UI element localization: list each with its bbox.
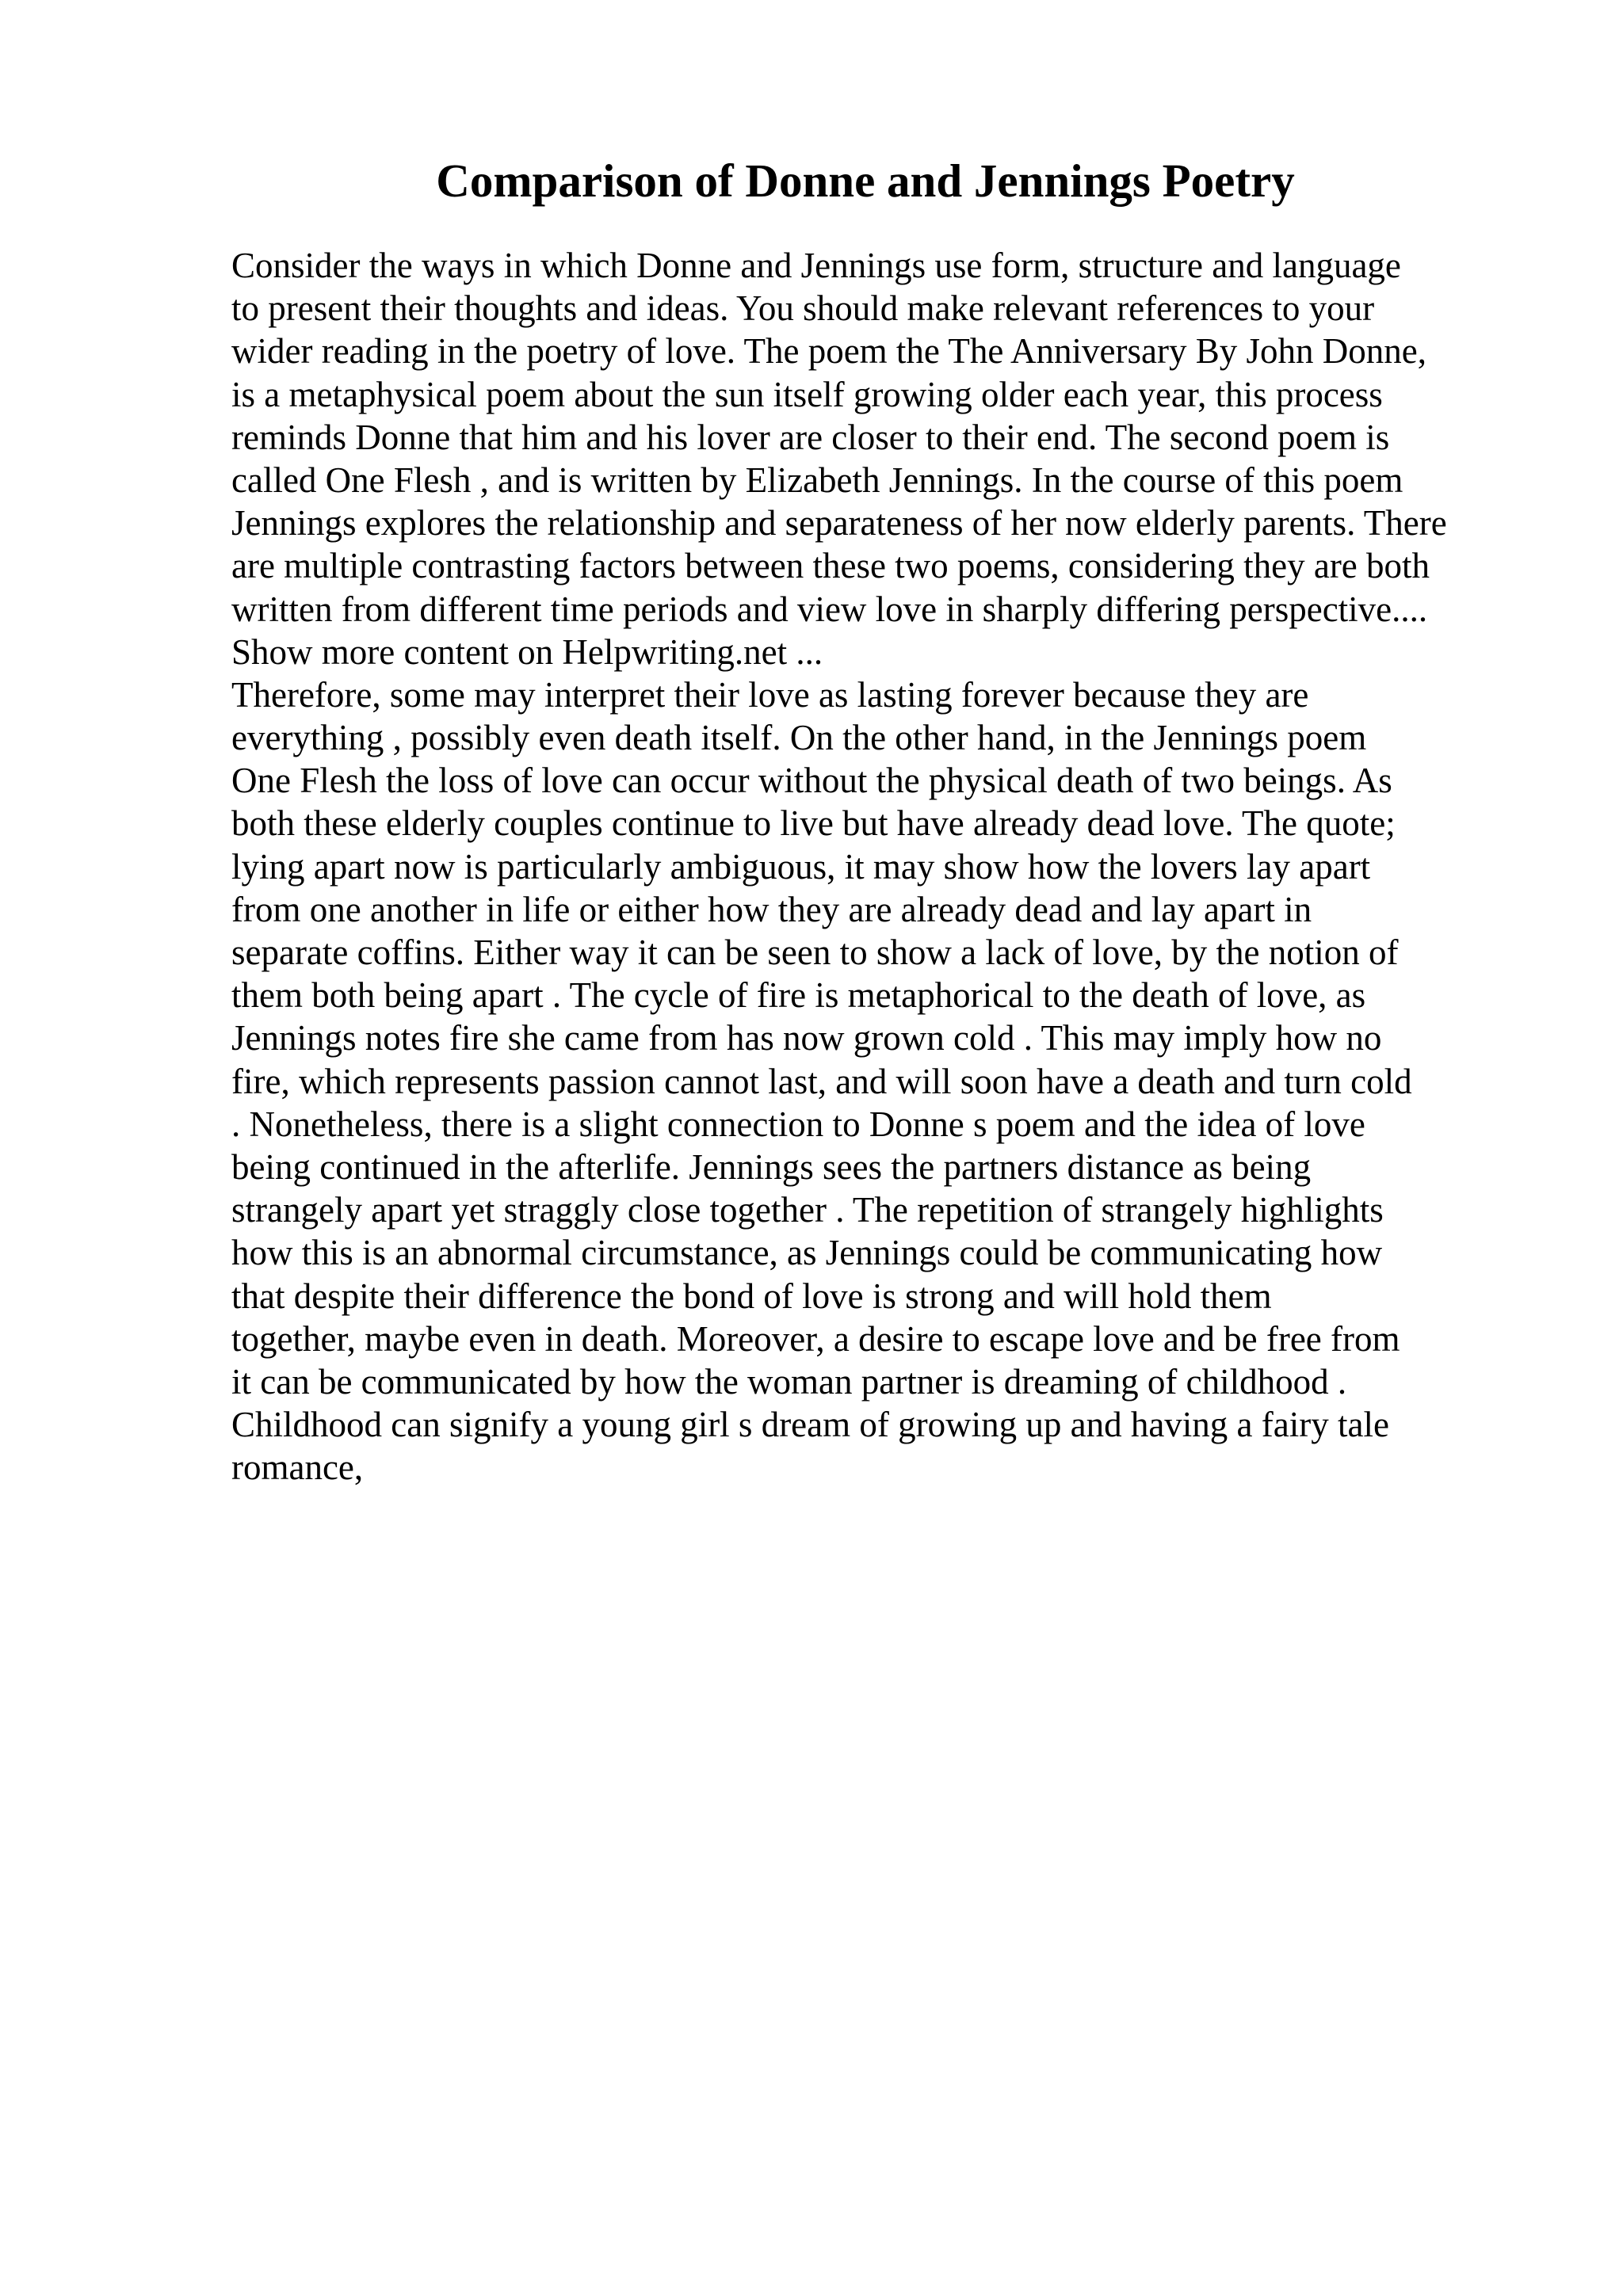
show-more-link[interactable]: Show more content on Helpwriting.net ... <box>231 631 823 672</box>
intro-paragraph <box>231 244 1594 673</box>
text-line: Jennings explores the relationship and separateness of her now elderly parents. There <box>231 503 1447 543</box>
text-line: are multiple contrasting factors between these two poems, considering they are both <box>231 546 1430 586</box>
text-line: written from different time periods and view love in sharply differing perspective.... <box>231 589 1428 629</box>
text-line: everything , possibly even death itself. On the other hand, in the Jennings poem <box>231 718 1367 758</box>
text-line: called One Flesh , and is written by Elizabeth Jennings. In the course of this poem <box>231 460 1403 500</box>
text-line: reminds Donne that him and his lover are closer to their end. The second poem is <box>231 417 1390 457</box>
text-line: strangely apart yet straggly close together . The repetition of strangely highlights <box>231 1190 1384 1230</box>
text-line: them both being apart . The cycle of fire is metaphorical to the death of love, as <box>231 975 1366 1016</box>
text-line: lying apart now is particularly ambiguous, it may show how the lovers lay apart <box>231 846 1371 887</box>
text-line: romance, <box>231 1447 364 1488</box>
text-line: separate coffins. Either way it can be seen to show a lack of love, by the notion of <box>231 933 1399 972</box>
text-line: fire, which represents passion cannot last, and will soon have a death and turn cold <box>231 1061 1412 1101</box>
text-line: how this is an abnormal circumstance, as Jennings could be communicating how <box>231 1233 1383 1273</box>
text-line: Jennings notes fire she came from has now grown cold . This may imply how no <box>231 1018 1382 1058</box>
text-line: is a metaphysical poem about the sun itself growing older each year, this process <box>231 374 1383 414</box>
text-line: Therefore, some may interpret their love as lasting forever because they are <box>231 674 1309 715</box>
body-paragraph <box>231 673 1594 1489</box>
document-body <box>231 244 1594 1489</box>
text-line: One Flesh the loss of love can occur without the physical death of two beings. As <box>231 761 1392 801</box>
text-line: it can be communicated by how the woman partner is dreaming of childhood . <box>231 1361 1347 1402</box>
text-line: both these elderly couples continue to live but have already dead love. The quote; <box>231 803 1396 844</box>
text-line: from one another in life or either how they are already dead and lay apart in <box>231 889 1312 929</box>
text-line: . Nonetheless, there is a slight connection to Donne s poem and the idea of love <box>231 1104 1365 1144</box>
text-line: being continued in the afterlife. Jennings sees the partners distance as being <box>231 1146 1312 1187</box>
text-line: to present their thoughts and ideas. You should make relevant references to your <box>231 288 1375 329</box>
text-line: that despite their difference the bond of love is strong and will hold them <box>231 1276 1272 1316</box>
text-line: together, maybe even in death. Moreover, a desire to escape love and be free from <box>231 1318 1400 1359</box>
text-line: wider reading in the poetry of love. The poem the The Anniversary By John Donne, <box>231 331 1426 372</box>
text-line: Childhood can signify a young girl s dream of growing up and having a fairy tale <box>231 1405 1389 1445</box>
document-title: Comparison of Donne and Jennings Poetry <box>436 154 1295 207</box>
text-line: Consider the ways in which Donne and Jennings use form, structure and language <box>231 246 1401 285</box>
